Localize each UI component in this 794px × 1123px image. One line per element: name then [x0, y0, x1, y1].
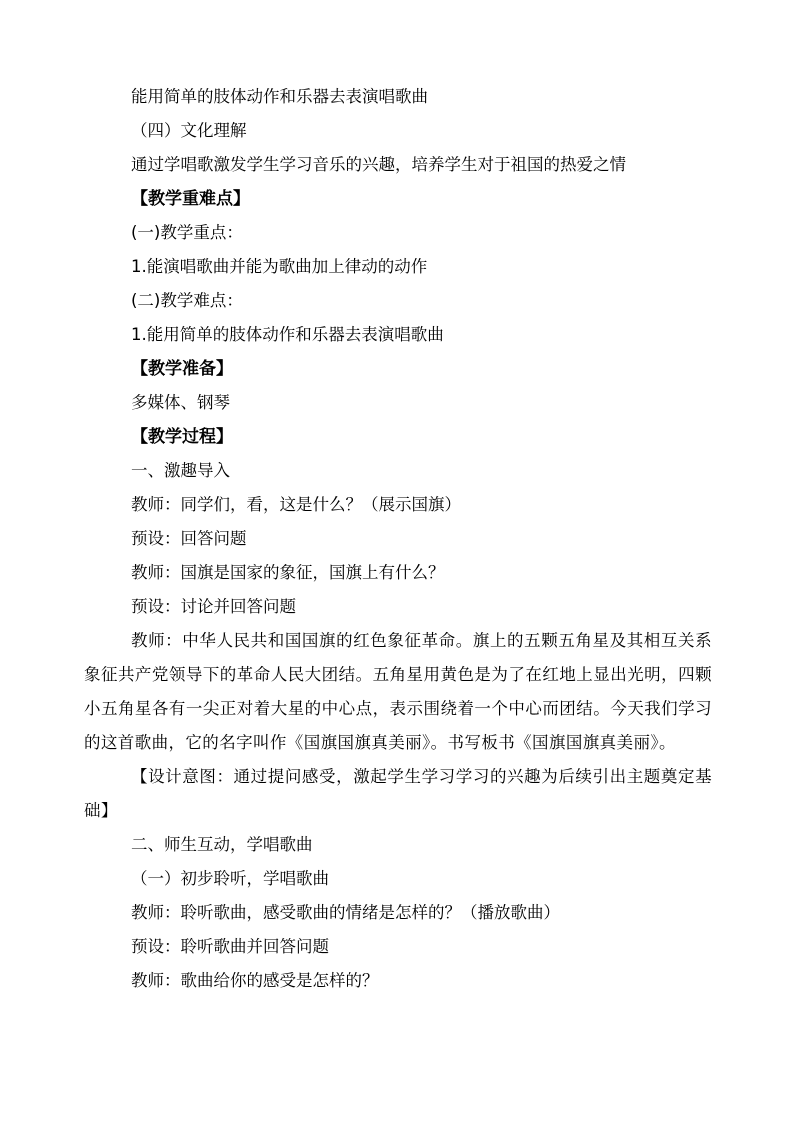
list-item: 1.能用简单的肢体动作和乐器去表演唱歌曲	[131, 325, 444, 344]
dialogue-line: 教师：聆听歌曲，感受歌曲的情绪是怎样的？（播放歌曲）	[131, 903, 560, 922]
dialogue-line: 教师：国旗是国家的象征，国旗上有什么？	[131, 563, 445, 582]
dialogue-line: 教师：歌曲给你的感受是怎样的？	[131, 971, 379, 990]
text-line: 多媒体、钢琴	[131, 393, 230, 412]
paragraph: 教师：中华人民共和国国旗的红色象征革命。旗上的五颗五角星及其相互关系象征共产党领导下的革命人民大团结。五角星用黄色是为了在红地上显出光明，四颗小五角星各有一尖正对着大星的中心点，表示围绕着一个中心而团结。今天我们学习的这首歌曲，它的名字叫作《国旗国旗真美丽》。书写板书《国旗国旗真美丽》。	[84, 631, 712, 752]
design-intent-paragraph: 【设计意图：通过提问感受，激起学生学习学习的兴趣为后续引出主题奠定基础】	[84, 767, 712, 820]
section-heading: 【教学准备】	[131, 359, 233, 379]
subsection-title: 二、师生互动，学唱歌曲	[131, 835, 313, 854]
subsection-title: 一、激趣导入	[131, 461, 230, 480]
dialogue-line: 预设：讨论并回答问题	[131, 597, 296, 616]
subsection-title: (一)教学重点：	[131, 223, 243, 242]
section-heading: 【教学重难点】	[131, 189, 250, 209]
section-heading: 【教学过程】	[131, 427, 233, 447]
document-body	[84, 80, 712, 998]
dialogue-line: 预设：回答问题	[131, 529, 247, 548]
dialogue-line: 教师：同学们，看，这是什么？（展示国旗）	[131, 495, 461, 514]
dialogue-line: 预设：聆听歌曲并回答问题	[131, 937, 329, 956]
text-line: 通过学唱歌激发学生学习音乐的兴趣，培养学生对于祖国的热爱之情	[131, 155, 626, 174]
text-line: 能用简单的肢体动作和乐器去表演唱歌曲	[131, 87, 428, 106]
section-subtitle: （四）文化理解	[131, 121, 247, 140]
list-item: 1.能演唱歌曲并能为歌曲加上律动的动作	[131, 257, 428, 276]
subsection-title: （一）初步聆听，学唱歌曲	[131, 869, 329, 888]
subsection-title: (二)教学难点：	[131, 291, 243, 310]
